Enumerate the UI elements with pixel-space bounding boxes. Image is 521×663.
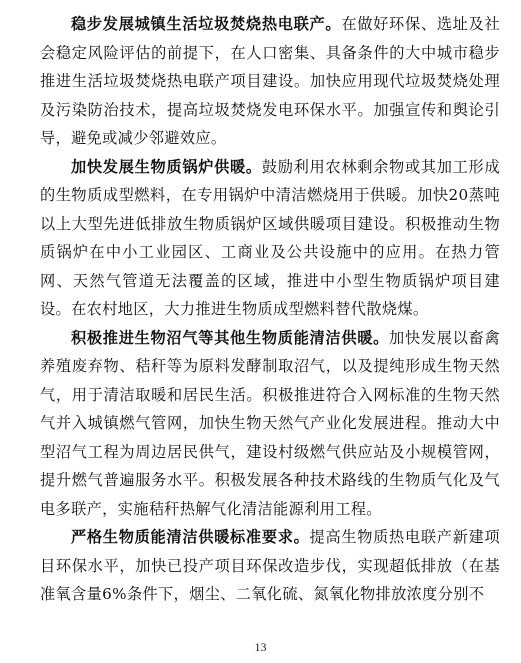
- page-number: 13: [254, 640, 267, 654]
- paragraph-heading: 严格生物质能清洁供暖标准要求。: [71, 528, 310, 546]
- paragraph-body: 在做好环保、选址及社会稳定风险评估的前提下，在人口密集、具备条件的大中城市稳步推进生活垃圾焚烧热电联产项目建设。加快应用现代垃圾焚烧处理及污染防治技术，提高垃圾焚烧发电环保水平。加强宣传和舆论引导，避免或减少邻避效应。: [40, 15, 501, 147]
- paragraph-body: 鼓励利用农林剩余物或其加工形成的生物质成型燃料，在专用锅炉中清洁燃烧用于供暖。加快20蒸吨以上大型先进低排放生物质锅炉区域供暖项目建设。积极推动生物质锅炉在中小工业园区、工商业及公共设施中的应用。在热力管网、天然气管道无法覆盖的区域，推进中小型生物质锅炉项目建设。在农村地区，大力推进生物质成型燃料替代散烧煤。: [40, 157, 500, 318]
- paragraph-waste-incineration-chp: [40, 10, 500, 153]
- paragraph-biogas-heating: [40, 324, 500, 524]
- paragraph-heading: 积极推进生物沼气等其他生物质能清洁供暖。: [71, 328, 390, 347]
- paragraph-body: 提高生物质热电联产新建项目环保水平，加快已投产项目环保改造步伐，实现超低排放（在基准氧含量6%条件下，烟尘、二氧化硫、氮氧化物排放浓度分别不: [40, 528, 501, 603]
- paragraph-biomass-standards: [40, 523, 500, 609]
- body-text: [40, 10, 500, 609]
- paragraph-heading: 加快发展生物质锅炉供暖。: [71, 157, 262, 176]
- paragraph-body: 加快发展以畜禽养殖废弃物、秸秆等为原料发酵制取沼气，以及提纯形成生物天然气，用于清洁取暖和居民生活。积极推进符合入网标准的生物天然气并入城镇燃气管网，加快生物天然气产业化发展进程。推动大中型沼气工程为周边居民供气，建设村级燃气供应站及小规模管网，提升燃气普遍服务水平。积极发展各种技术路线的生物质气化及气电多联产，实施秸秆热解气化清洁能源利用工程。: [40, 328, 500, 518]
- paragraph-heading: 稳步发展城镇生活垃圾焚烧热电联产。: [71, 15, 342, 33]
- paragraph-biomass-boiler-heating: [40, 153, 500, 324]
